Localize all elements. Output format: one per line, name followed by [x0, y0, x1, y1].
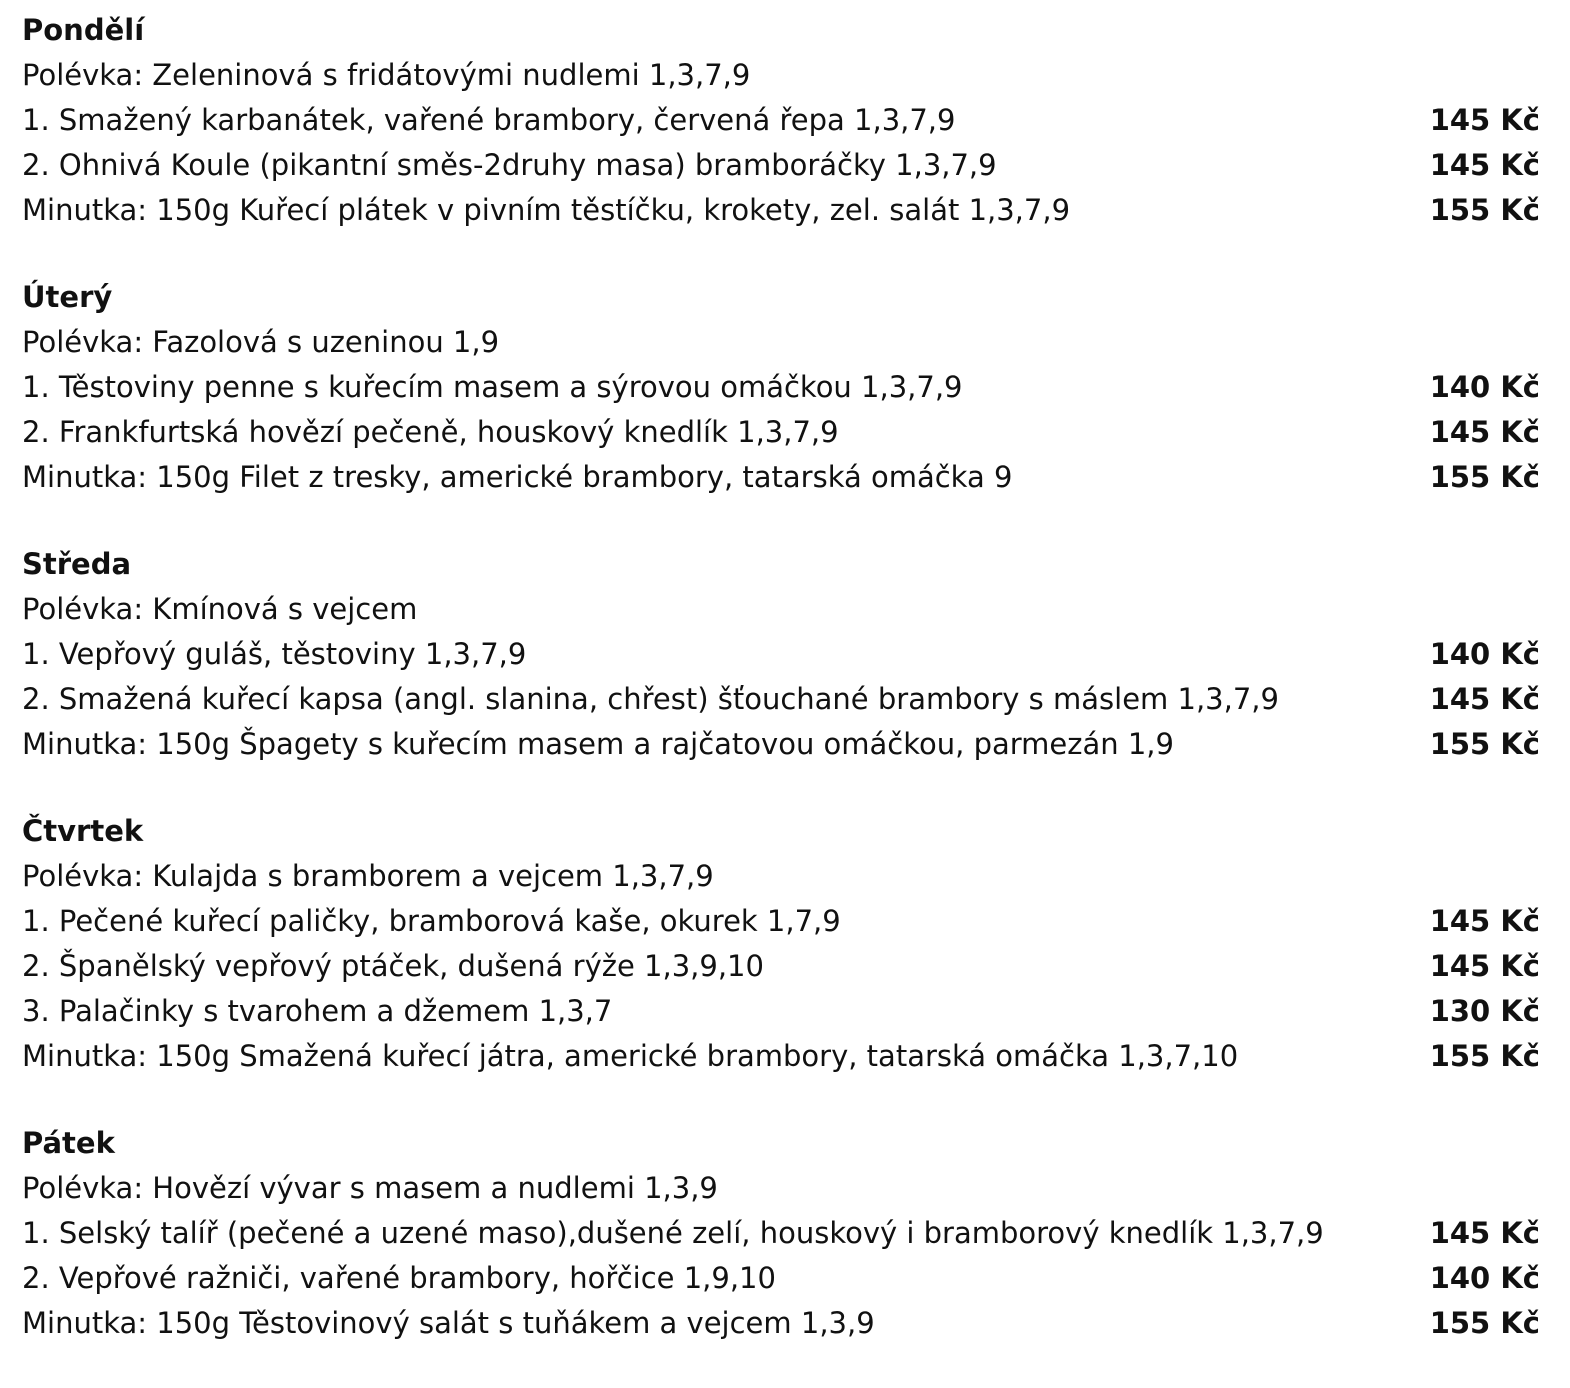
menu-line: [22, 1034, 1540, 1079]
menu-line: [22, 188, 1540, 233]
menu-line-soup: [22, 587, 1540, 632]
dish-price: 155 Kč: [1429, 1039, 1540, 1073]
menu-line: [22, 1301, 1540, 1346]
dish-name: Minutka: 150g Špagety s kuřecím masem a rajčatovou omáčkou, parmezán 1,9: [22, 727, 1174, 761]
menu-line: [22, 989, 1540, 1034]
weekly-menu: [22, 8, 1540, 1388]
day-title: Pondělí: [22, 13, 145, 47]
dish-price: 145 Kč: [1429, 1216, 1540, 1250]
dish-price: 145 Kč: [1429, 103, 1540, 137]
dish-price: 155 Kč: [1429, 727, 1540, 761]
dish-name: 1. Vepřový guláš, těstoviny 1,3,7,9: [22, 637, 527, 671]
dish-price: 140 Kč: [1429, 637, 1540, 671]
day-title: Středa: [22, 547, 132, 581]
dish-price: 145 Kč: [1429, 148, 1540, 182]
dish-name: 1. Pečené kuřecí paličky, bramborová kaše, okurek 1,7,9: [22, 904, 841, 938]
dish-price: 145 Kč: [1429, 415, 1540, 449]
dish-price: 140 Kč: [1429, 1261, 1540, 1295]
menu-line: [22, 722, 1540, 767]
menu-line: [22, 98, 1540, 143]
menu-line: [22, 410, 1540, 455]
dish-name: Minutka: 150g Těstovinový salát s tuňákem a vejcem 1,3,9: [22, 1306, 875, 1340]
menu-line-soup: [22, 320, 1540, 365]
dish-price: 140 Kč: [1429, 370, 1540, 404]
menu-line: [22, 899, 1540, 944]
menu-line: [22, 944, 1540, 989]
dish-name: 2. Ohnivá Koule (pikantní směs-2druhy masa) bramboráčky 1,3,7,9: [22, 148, 997, 182]
day-section-monday: [22, 8, 1540, 233]
dish-name: Polévka: Zeleninová s fridátovými nudlemi 1,3,7,9: [22, 58, 751, 92]
day-section-thursday: [22, 809, 1540, 1079]
dish-price: 145 Kč: [1429, 949, 1540, 983]
dish-name: 1. Selský talíř (pečené a uzené maso),dušené zelí, houskový i bramborový knedlík 1,3,7,9: [22, 1216, 1324, 1250]
menu-line: [22, 455, 1540, 500]
menu-line: [22, 143, 1540, 188]
menu-line-soup: [22, 53, 1540, 98]
menu-line: [22, 365, 1540, 410]
dish-name: Polévka: Kmínová s vejcem: [22, 592, 418, 626]
day-section-wednesday: [22, 542, 1540, 767]
dish-name: 2. Španělský vepřový ptáček, dušená rýže 1,3,9,10: [22, 949, 764, 983]
dish-name: 2. Frankfurtská hovězí pečeně, houskový knedlík 1,3,7,9: [22, 415, 839, 449]
day-title: Pátek: [22, 1126, 115, 1160]
day-title: Čtvrtek: [22, 814, 144, 848]
dish-name: 1. Těstoviny penne s kuřecím masem a sýrovou omáčkou 1,3,7,9: [22, 370, 963, 404]
menu-line: [22, 1211, 1540, 1256]
dish-name: Polévka: Hovězí vývar s masem a nudlemi 1,3,9: [22, 1171, 718, 1205]
menu-line: [22, 1256, 1540, 1301]
menu-line-soup: [22, 854, 1540, 899]
dish-name: Minutka: 150g Filet z tresky, americké brambory, tatarská omáčka 9: [22, 460, 1013, 494]
dish-name: 2. Vepřové ražniči, vařené brambory, hořčice 1,9,10: [22, 1261, 776, 1295]
dish-name: 3. Palačinky s tvarohem a džemem 1,3,7: [22, 994, 613, 1028]
dish-name: Minutka: 150g Kuřecí plátek v pivním těstíčku, krokety, zel. salát 1,3,7,9: [22, 193, 1071, 227]
day-title: Úterý: [22, 280, 113, 314]
day-section-friday: [22, 1121, 1540, 1346]
dish-price: 145 Kč: [1429, 904, 1540, 938]
dish-name: Polévka: Fazolová s uzeninou 1,9: [22, 325, 500, 359]
dish-price: 155 Kč: [1429, 460, 1540, 494]
dish-name: Polévka: Kulajda s bramborem a vejcem 1,3,7,9: [22, 859, 714, 893]
dish-price: 145 Kč: [1429, 682, 1540, 716]
menu-line-soup: [22, 1166, 1540, 1211]
dish-price: 155 Kč: [1429, 1306, 1540, 1340]
menu-line: [22, 677, 1540, 722]
dish-name: 2. Smažená kuřecí kapsa (angl. slanina, chřest) šťouchané brambory s máslem 1,3,7,9: [22, 682, 1279, 716]
dish-price: 155 Kč: [1429, 193, 1540, 227]
dish-name: 1. Smažený karbanátek, vařené brambory, červená řepa 1,3,7,9: [22, 103, 956, 137]
day-section-tuesday: [22, 275, 1540, 500]
menu-line: [22, 632, 1540, 677]
dish-price: 130 Kč: [1429, 994, 1540, 1028]
dish-name: Minutka: 150g Smažená kuřecí játra, americké brambory, tatarská omáčka 1,3,7,10: [22, 1039, 1239, 1073]
